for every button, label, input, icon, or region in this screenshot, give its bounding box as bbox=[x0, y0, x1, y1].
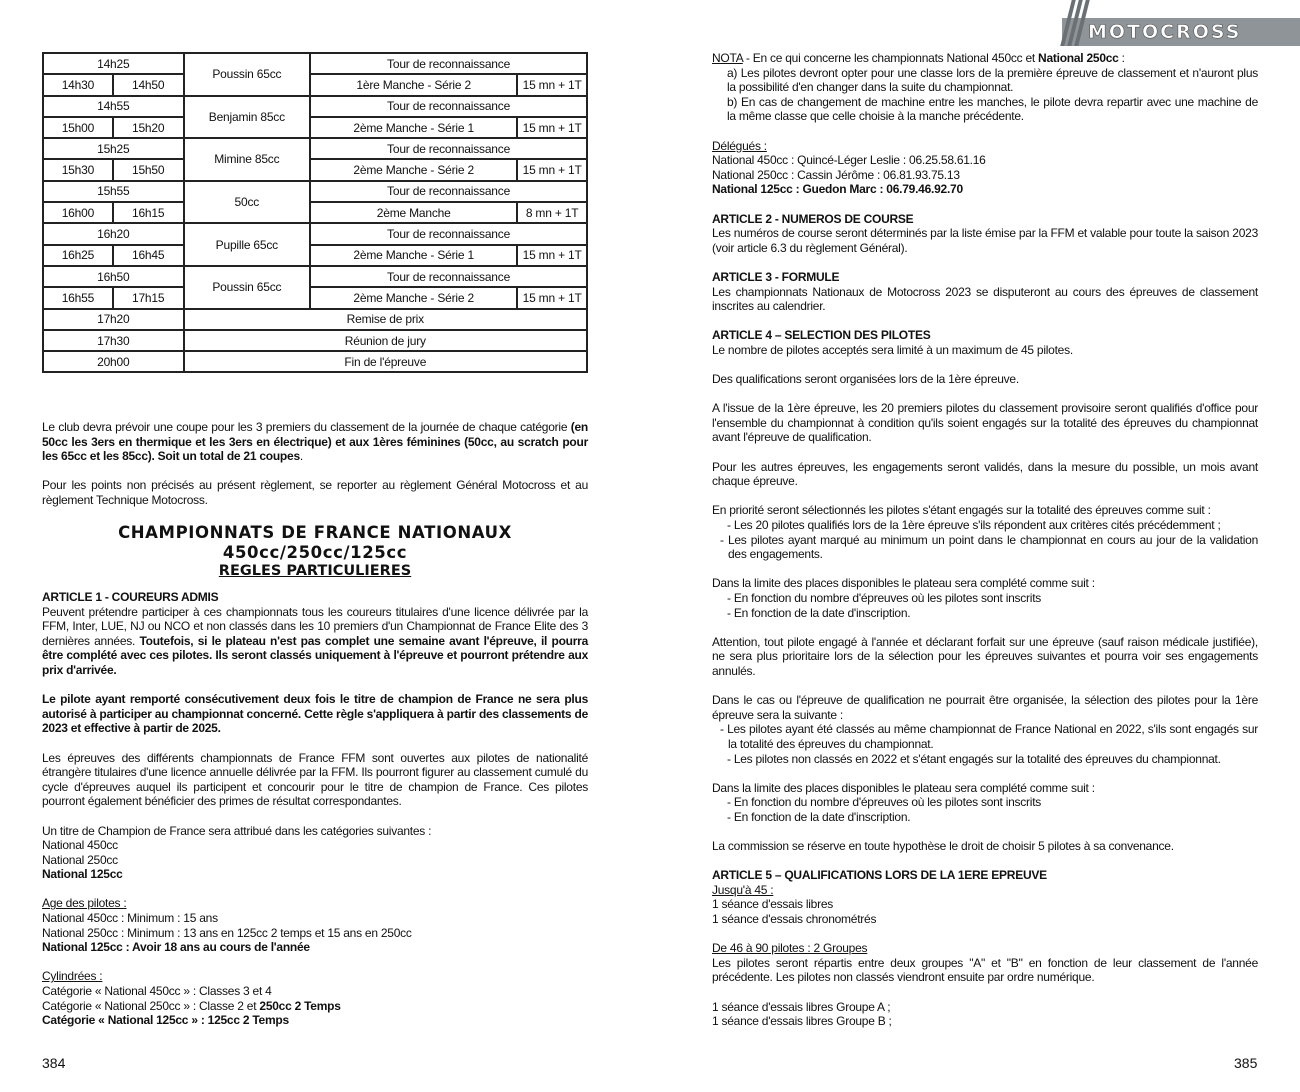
schedule-time: 16h50 bbox=[43, 266, 184, 287]
schedule-time: 15h55 bbox=[43, 181, 184, 202]
schedule-time: 14h55 bbox=[43, 96, 184, 117]
schedule-activity: 2ème Manche - Série 2 bbox=[310, 159, 517, 180]
schedule-activity: 1ère Manche - Série 2 bbox=[310, 74, 517, 95]
article-5-title: ARTICLE 5 – QUALIFICATIONS LORS DE LA 1ERE EPREUVE bbox=[712, 868, 1047, 883]
schedule-start-time: 15h30 bbox=[43, 159, 113, 180]
article-4-para-7: Attention, tout pilote engagé à l'année et déclarant forfait sur une épreuve (sauf raison médicale justifiée), ne sera plus prioritaire lors de la sélection pour les épreuves suivantes et pourra voir ses engagements annulés. bbox=[712, 634, 1258, 678]
cylinder-250: Catégorie « National 250cc » : Classe 2 et 250cc 2 Temps bbox=[42, 998, 341, 1013]
article-4-para-5-item-1: - Les 20 pilotes qualifiés lors de la 1ère épreuve s'ils répondent aux critères cités précédemment ; bbox=[727, 518, 1221, 532]
article-5-line-4: 1 séance d'essais libres Groupe B ; bbox=[712, 1014, 892, 1029]
schedule-start-time: 16h55 bbox=[43, 287, 113, 308]
schedule-row bbox=[43, 330, 587, 351]
category-450: National 450cc bbox=[42, 838, 118, 853]
schedule-row bbox=[43, 181, 587, 202]
article-1-para-3: Les épreuves des différents championnats de France FFM sont ouvertes aux pilotes de nationalité étrangère titulaires d'une licence annuelle délivrée par la FFM. Ils pourront figurer au classement cumulé du cycle d'épreuves auquel ils participent et concourir pour le titre de champion de France. Ces pilotes pourront également bénéficier des primes de résultat correspondantes. bbox=[42, 750, 588, 809]
schedule-activity: Tour de reconnaissance bbox=[310, 96, 587, 117]
article-5-sub-2: De 46 à 90 pilotes : 2 Groupes bbox=[712, 941, 868, 956]
schedule-row bbox=[43, 202, 587, 223]
article-4-para-4: Pour les autres épreuves, les engagements seront validés, dans la mesure du possible, un mois avant chaque épreuve. bbox=[712, 459, 1258, 489]
schedule-row bbox=[43, 351, 587, 372]
schedule-activity: Remise de prix bbox=[184, 309, 587, 330]
article-1-para-2: Le pilote ayant remporté consécutivement deux fois le titre de champion de France ne sera plus autorisé à participer au championnat concerné. Cette règle s'appliquera à partir des classements de 2023 et effective à partir de 2025. bbox=[42, 692, 588, 736]
schedule-activity: Tour de reconnaissance bbox=[310, 223, 587, 244]
schedule-category: Benjamin 85cc bbox=[184, 96, 311, 139]
article-1-para-4: Un titre de Champion de France sera attribué dans les catégories suivantes : bbox=[42, 823, 432, 838]
schedule-category: Pupille 65cc bbox=[184, 223, 311, 266]
age-250: National 250cc : Minimum : 13 ans en 125cc 2 temps et 15 ans en 250cc bbox=[42, 925, 412, 940]
article-4-title: ARTICLE 4 – SELECTION DES PILOTES bbox=[712, 328, 931, 343]
schedule-activity: 2ème Manche - Série 1 bbox=[310, 117, 517, 138]
schedule-row bbox=[43, 309, 587, 330]
article-4-para-5: En priorité seront sélectionnés les pilotes s'étant engagés sur la totalité des épreuves comme suit : bbox=[712, 503, 1211, 518]
age-125: National 125cc : Avoir 18 ans au cours de l'année bbox=[42, 940, 310, 955]
schedule-activity: 2ème Manche bbox=[310, 202, 517, 223]
schedule-time: 16h20 bbox=[43, 223, 184, 244]
schedule-category: Poussin 65cc bbox=[184, 266, 311, 309]
article-5-para: Les pilotes seront répartis entre deux groupes "A" et "B" en fonction de leur classement de l'année précédente. Les pilotes non classés viendront ensuite par ordre numérique. bbox=[712, 955, 1258, 985]
schedule-table bbox=[42, 52, 588, 373]
article-4-para-8: Dans le cas ou l'épreuve de qualification ne pourrait être organisée, la sélection des pilotes pour la 1ère épreuve sera la suivante : bbox=[712, 693, 1258, 722]
schedule-end-time: 14h50 bbox=[113, 74, 184, 95]
schedule-activity: 2ème Manche - Série 2 bbox=[310, 287, 517, 308]
article-3-text: Les championnats Nationaux de Motocross 2023 se disputeront au cours des épreuves de classement inscrites au calendrier. bbox=[712, 284, 1258, 314]
article-5-line-2: 1 séance d'essais chronométrés bbox=[712, 912, 877, 927]
section-title: MOTOCROSS bbox=[1088, 21, 1242, 43]
nota-a: a) Les pilotes devront opter pour une classe lors de la première épreuve de classement et n'auront plus la possibilité d'en changer dans la suite du championnat. bbox=[727, 65, 1258, 95]
schedule-start-time: 16h00 bbox=[43, 202, 113, 223]
nota: NOTA - En ce qui concerne les championnats National 450cc et National 250cc : bbox=[712, 51, 1125, 65]
schedule-row bbox=[43, 117, 587, 138]
cylinder-125: Catégorie « National 125cc » : 125cc 2 Temps bbox=[42, 1013, 289, 1028]
right-page-body bbox=[712, 51, 1258, 1029]
article-1 bbox=[42, 590, 588, 1028]
delegates-title: Délégués : bbox=[712, 138, 767, 153]
article-4-para-6-item-2: - En fonction de la date d'inscription. bbox=[727, 605, 911, 620]
schedule-activity: Tour de reconnaissance bbox=[310, 53, 587, 74]
schedule-activity: Fin de l'épreuve bbox=[184, 351, 587, 372]
cylinder-450: Catégorie « National 450cc » : Classes 3 et 4 bbox=[42, 984, 272, 999]
cup-paragraph: Le club devra prévoir une coupe pour les 3 premiers du classement de la journée de chaque catégorie (en 50cc les 3ers en thermique et les 3ers en électrique) et aux 1ères féminines (50cc, au scratch pour les 65cc et les 85cc). Soit un total de 21 coupes. bbox=[42, 420, 588, 464]
article-4-para-1: Le nombre de pilotes acceptés sera limité à un maximum de 45 pilotes. bbox=[712, 342, 1073, 357]
schedule-category: Mimine 85cc bbox=[184, 138, 311, 181]
age-title: Age des pilotes : bbox=[42, 896, 127, 911]
schedule-row bbox=[43, 53, 587, 74]
article-1-title: ARTICLE 1 - COUREURS ADMIS bbox=[42, 590, 219, 604]
page-number-right: 385 bbox=[1234, 1055, 1258, 1071]
particular-rules-title: REGLES PARTICULIERES bbox=[218, 563, 412, 579]
category-250: National 250cc bbox=[42, 852, 118, 867]
schedule-time: 17h20 bbox=[43, 309, 184, 330]
article-4-para-8-item-1: - Les pilotes ayant été classés au même championnat de France National en 2022, s'ils sont engagés sur la totalité des épreuves du championnat. bbox=[720, 722, 1258, 751]
article-4-para-5-item-2: - Les pilotes ayant marqué au minimum un point dans le championnat en cours au jour de la validation des engagements. bbox=[720, 532, 1258, 562]
schedule-row bbox=[43, 96, 587, 117]
schedule-activity: Réunion de jury bbox=[184, 330, 587, 351]
article-4-para-6: Dans la limite des places disponibles le plateau sera complété comme suit : bbox=[712, 576, 1095, 591]
championship-title: CHAMPIONNATS DE FRANCE NATIONAUX bbox=[118, 523, 512, 542]
schedule-activity: Tour de reconnaissance bbox=[310, 266, 587, 287]
article-4-para-3: A l'issue de la 1ère épreuve, les 20 premiers pilotes du classement provisoire seront qualifiés d'office pour l'ensemble du championnat à condition qu'ils soient engagés sur la totalité des épreuves du championnat avant l'épreuve de qualification. bbox=[712, 401, 1258, 445]
article-2-text: Les numéros de course seront déterminés par la liste émise par la FFM et valable pour toute la saison 2023 (voir article 6.3 du règlement Général). bbox=[712, 226, 1258, 255]
page-number-left: 384 bbox=[42, 1055, 66, 1071]
article-5-line-1: 1 séance d'essais libres bbox=[712, 897, 834, 912]
delegate-125: National 125cc : Guedon Marc : 06.79.46.92.70 bbox=[712, 182, 963, 197]
delegate-450: National 450cc : Quincé-Léger Leslie : 06.25.58.61.16 bbox=[712, 153, 986, 168]
article-5-sub-1: Jusqu'à 45 : bbox=[712, 882, 774, 897]
championship-classes: 450cc/250cc/125cc bbox=[222, 543, 408, 562]
schedule-start-time: 14h30 bbox=[43, 74, 113, 95]
cylinder-title: Cylindrées : bbox=[42, 969, 103, 984]
schedule-duration: 15 mn + 1T bbox=[517, 287, 587, 308]
schedule-activity: Tour de reconnaissance bbox=[310, 181, 587, 202]
schedule-duration: 8 mn + 1T bbox=[517, 202, 587, 223]
schedule-row bbox=[43, 287, 587, 308]
schedule-start-time: 15h00 bbox=[43, 117, 113, 138]
article-5-line-3: 1 séance d'essais libres Groupe A ; bbox=[712, 999, 891, 1014]
schedule-duration: 15 mn + 1T bbox=[517, 117, 587, 138]
schedule-time: 17h30 bbox=[43, 330, 184, 351]
schedule-end-time: 16h45 bbox=[113, 245, 184, 266]
schedule-duration: 15 mn + 1T bbox=[517, 74, 587, 95]
schedule-time: 20h00 bbox=[43, 351, 184, 372]
schedule-end-time: 15h50 bbox=[113, 159, 184, 180]
rules-paragraph: Pour les points non précisés au présent règlement, se reporter au règlement Général Motocross et au règlement Technique Motocross. bbox=[42, 478, 588, 507]
schedule-time: 14h25 bbox=[43, 53, 184, 74]
article-4-para-9: Dans la limite des places disponibles le plateau sera complété comme suit : bbox=[712, 780, 1095, 795]
delegate-250: National 250cc : Cassin Jérôme : 06.81.93.75.13 bbox=[712, 167, 960, 182]
schedule-start-time: 16h25 bbox=[43, 245, 113, 266]
article-4-para-8-item-2: - Les pilotes non classés en 2022 et s'étant engagés sur la totalité des épreuves du championnat. bbox=[727, 751, 1221, 766]
schedule-activity: 2ème Manche - Série 1 bbox=[310, 245, 517, 266]
article-4-para-6-item-1: - En fonction du nombre d'épreuves où les pilotes sont inscrits bbox=[727, 590, 1042, 605]
article-3-title: ARTICLE 3 - FORMULE bbox=[712, 269, 840, 284]
schedule-category: 50cc bbox=[184, 181, 311, 224]
schedule-row bbox=[43, 138, 587, 159]
schedule-end-time: 17h15 bbox=[113, 287, 184, 308]
nota-b: b) En cas de changement de machine entre les manches, le pilote devra repartir avec une machine de la même classe que celle choisie à la manche précédente. bbox=[727, 94, 1258, 124]
schedule-end-time: 15h20 bbox=[113, 117, 184, 138]
schedule-row bbox=[43, 74, 587, 95]
schedule-row bbox=[43, 266, 587, 287]
article-4-para-9-item-1: - En fonction du nombre d'épreuves où les pilotes sont inscrits bbox=[727, 795, 1042, 810]
article-2-title: ARTICLE 2 - NUMEROS DE COURSE bbox=[712, 211, 914, 226]
schedule-row bbox=[43, 245, 587, 266]
schedule-row bbox=[43, 159, 587, 180]
age-450: National 450cc : Minimum : 15 ans bbox=[42, 911, 218, 926]
article-4-para-2: Des qualifications seront organisées lors de la 1ère épreuve. bbox=[712, 372, 1019, 387]
article-1-para-1: Peuvent prétendre participer à ces championnats tous les coureurs titulaires d'une licence délivrée par la FFM, Inter, LUE, NJ ou NCO et non classés dans les 10 premiers d'un Championnat de France Elite des 3 dernières années. Toutefois, si le plateau n'est pas complet une semaine avant l'épreuve, il pourra être complété avec ces pilotes. Ils seront classés uniquement à l'épreuve et pourront prétendre aux prix d'arrivée. bbox=[42, 604, 588, 677]
schedule-duration: 15 mn + 1T bbox=[517, 245, 587, 266]
schedule-row bbox=[43, 223, 587, 244]
article-4-para-10: La commission se réserve en toute hypothèse le droit de choisir 5 pilotes à sa convenance. bbox=[712, 839, 1174, 854]
schedule-end-time: 16h15 bbox=[113, 202, 184, 223]
schedule-duration: 15 mn + 1T bbox=[517, 159, 587, 180]
schedule-category: Poussin 65cc bbox=[184, 53, 311, 96]
article-4-para-9-item-2: - En fonction de la date d'inscription. bbox=[727, 809, 911, 824]
schedule-activity: Tour de reconnaissance bbox=[310, 138, 587, 159]
category-125: National 125cc bbox=[42, 867, 123, 882]
schedule-time: 15h25 bbox=[43, 138, 184, 159]
